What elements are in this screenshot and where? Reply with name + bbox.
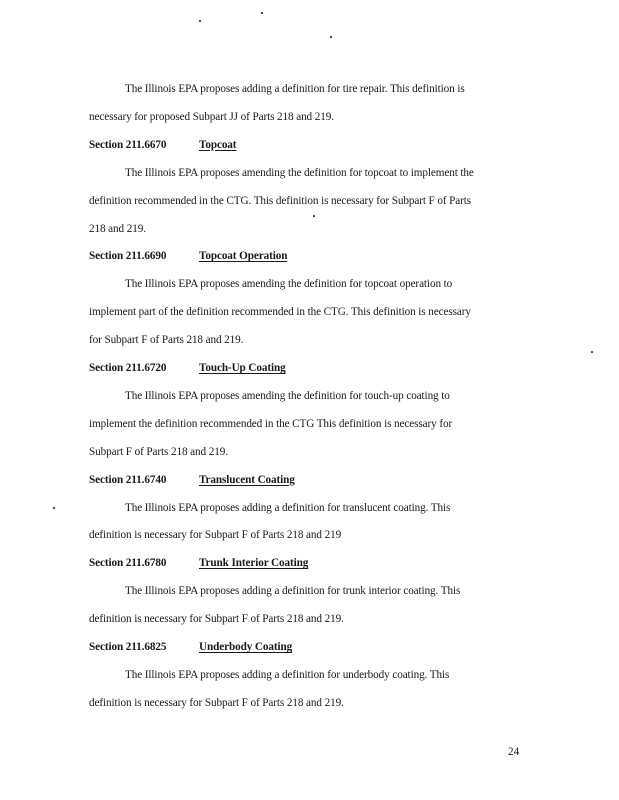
section-title: Topcoat Operation [199,250,288,263]
paragraph-line: Subpart F of Parts 218 and 219. [89,445,228,458]
paragraph-line: implement part of the definition recommended in the CTG. This definition is necessary [89,306,471,319]
paragraph-line: definition is necessary for Subpart F of Parts 218 and 219. [89,696,344,709]
section-number: Section 211.6720 [89,362,167,374]
scan-speck [199,20,201,22]
paragraph-line: 218 and 219. [89,222,146,235]
scan-speck [53,507,55,509]
scan-speck [313,215,315,217]
section-heading [89,473,295,487]
section-heading [89,138,236,152]
paragraph-line: definition recommended in the CTG. This definition is necessary for Subpart F of Parts [89,194,472,207]
section-heading [89,361,286,375]
section-title: Topcoat [199,138,237,151]
paragraph-line: The Illinois EPA proposes adding a definition for tire repair. This definition is [125,83,465,95]
paragraph-line: The Illinois EPA proposes adding a definition for underbody coating. This [125,668,450,681]
paragraph-line: necessary for proposed Subpart JJ of Parts 218 and 219. [89,110,334,123]
section-number: Section 211.6740 [89,473,167,486]
page-number: 24 [508,746,520,758]
section-number: Section 211.6825 [89,641,167,653]
section-number: Section 211.6690 [89,250,167,263]
section-title: Trunk Interior Coating [199,557,309,570]
paragraph-line: for Subpart F of Parts 218 and 219. [89,334,244,347]
paragraph-line: The Illinois EPA proposes adding a definition for trunk interior coating. This [125,585,461,598]
scan-speck [330,36,332,38]
paragraph-line: The Illinois EPA proposes amending the definition for touch-up coating to [125,389,450,402]
paragraph-line: The Illinois EPA proposes amending the definition for topcoat to implement the [125,166,474,179]
scan-speck [261,12,263,14]
paragraph-line: definition is necessary for Subpart F of Parts 218 and 219 [89,529,342,542]
section-title: Translucent Coating [199,473,295,486]
section-number: Section 211.6670 [89,138,167,151]
section-number: Section 211.6780 [89,557,167,570]
paragraph-line: The Illinois EPA proposes amending the definition for topcoat operation to [125,278,453,291]
section-title: Touch-Up Coating [199,362,286,374]
paragraph-line: definition is necessary for Subpart F of Parts 218 and 219. [89,613,344,626]
section-title: Underbody Coating [199,641,293,653]
section-heading [89,640,292,654]
section-heading [89,556,308,570]
paragraph-line: The Illinois EPA proposes adding a definition for translucent coating. This [125,501,451,514]
paragraph-line: implement the definition recommended in the CTG This definition is necessary for [89,417,453,430]
scan-speck [591,351,593,353]
section-heading [89,249,287,263]
